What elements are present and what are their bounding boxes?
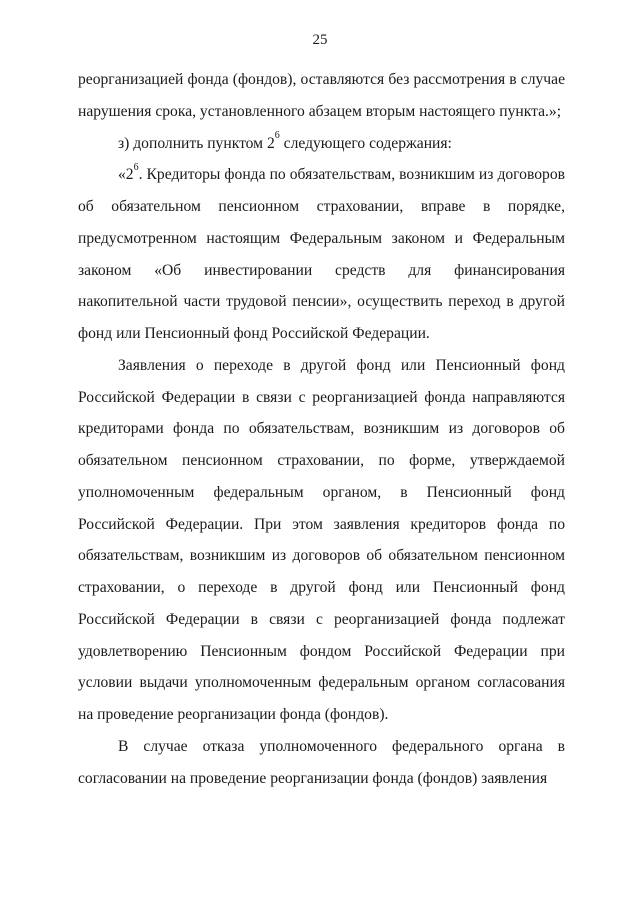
paragraph-applications: Заявления о переходе в другой фонд или Пенсионный фонд Российской Федерации в связи с реорганизацией фонда направляются кредиторами фонда по обязательствам, возникшим из договоров об обязательном пенсионном страховании, по форме, утверждаемой уполномоченным федеральным органом, в Пенсионный фонд Российской Федерации. При этом заявления кредиторов фонда по обязательствам, возникшим из договоров об обязательном пенсионном страховании, о переходе в другой фонд или Пенсионный фонд Российской Федерации в связи с реорганизацией фонда подлежат удовлетворению Пенсионным фондом Российской Федерации при условии выдачи уполномоченным федеральным органом согласования на проведение реорганизации фонда (фондов). xyxy=(78,356,565,723)
superscript: 6 xyxy=(133,162,139,174)
superscript: 6 xyxy=(274,130,280,142)
paragraph-article-creditors xyxy=(78,159,565,350)
document-body xyxy=(78,64,565,794)
article-number-open: «2 xyxy=(118,166,134,184)
page-number: 25 xyxy=(312,32,328,48)
amendment-intro-tail: следующего содержания: xyxy=(279,134,452,152)
paragraph-amendment-intro xyxy=(78,128,565,160)
paragraph-continuation: реорганизацией фонда (фондов), оставляются без рассмотрения в случае нарушения срока, установленного абзацем вторым настоящего пункта.»; xyxy=(78,71,565,120)
paragraph-refusal: В случае отказа уполномоченного федерального органа в согласовании на проведение реорганизации фонда (фондов) заявления xyxy=(78,737,565,787)
article-creditors-text: . Кредиторы фонда по обязательствам, возникшим из договоров об обязательном пенсионном страховании, вправе в порядке, предусмотренном настоящим Федеральным законом и Федеральным законом «Об инвестировании средств для финансирования накопительной части трудовой пенсии», осуществить переход в другой фонд или Пенсионный фонд Российской Федерации. xyxy=(78,166,565,342)
amendment-intro-text: з) дополнить пунктом 2 xyxy=(118,134,275,152)
